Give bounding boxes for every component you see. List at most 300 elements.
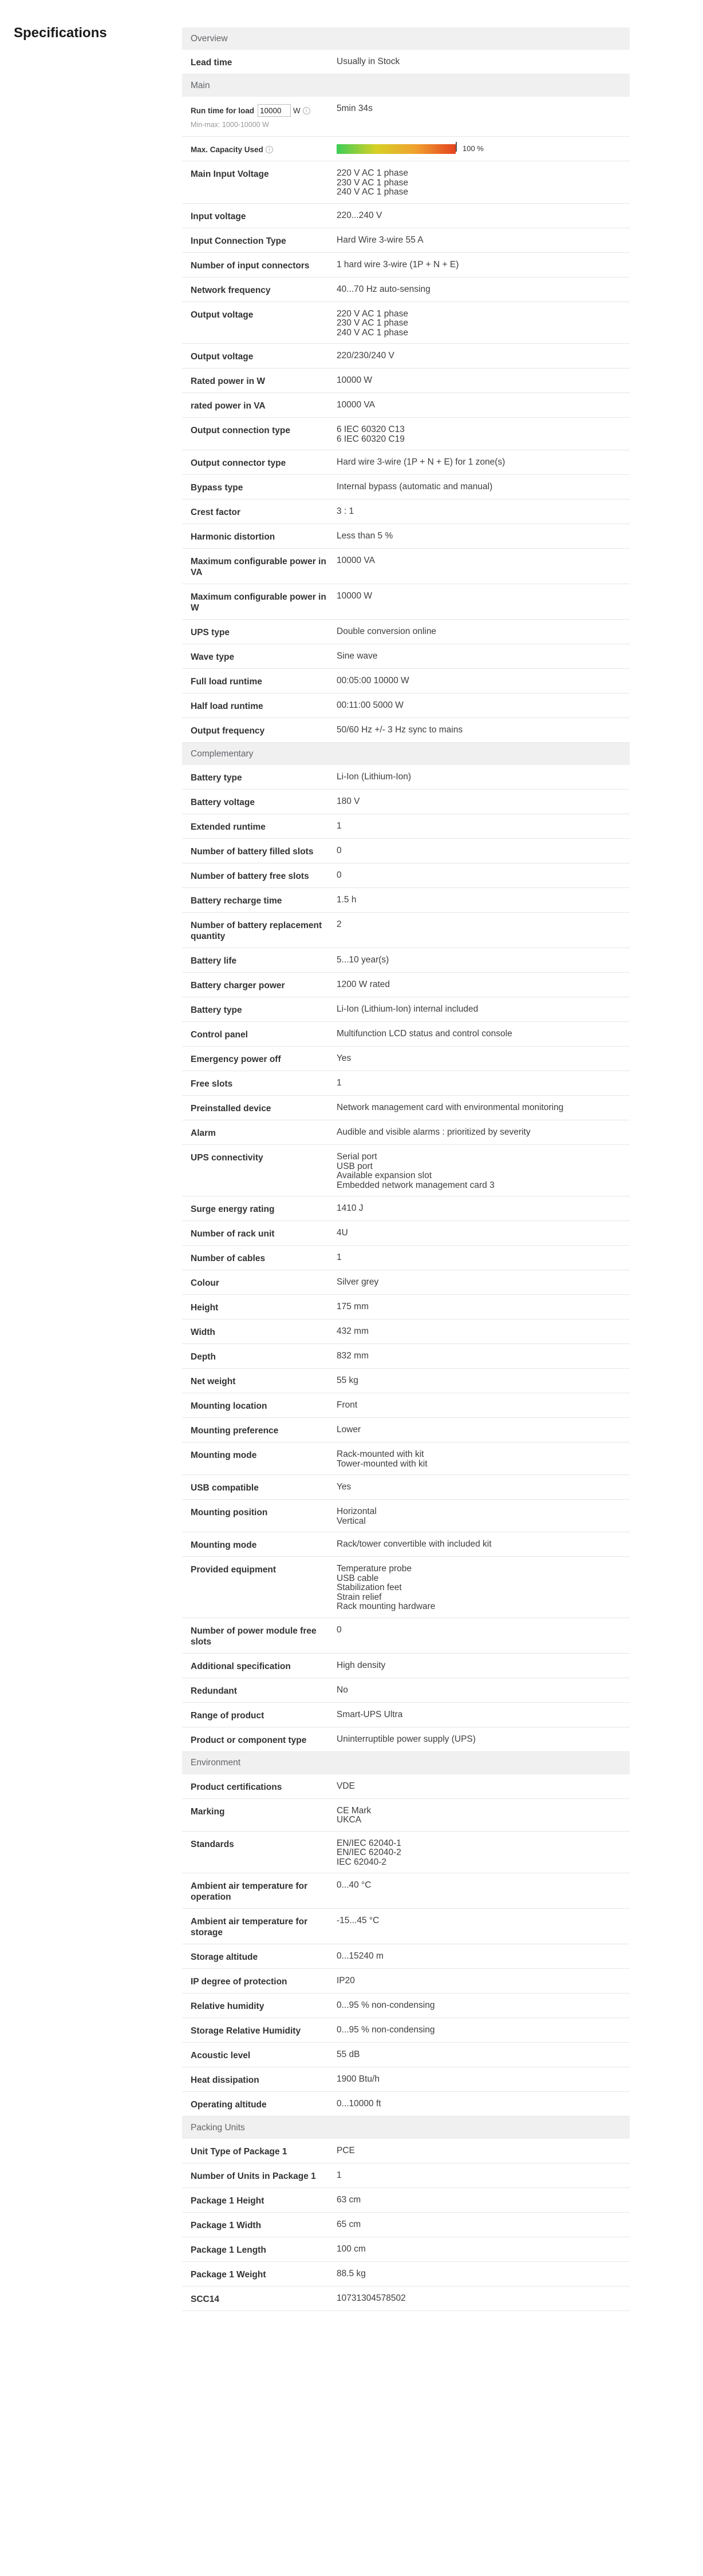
spec-row xyxy=(182,913,630,948)
spec-row xyxy=(182,418,630,450)
spec-value xyxy=(332,1703,630,1727)
spec-value-line: Rack-mounted with kit xyxy=(337,1449,424,1459)
spec-value-line: 10000 VA xyxy=(337,400,375,410)
spec-value-line: Rack mounting hardware xyxy=(337,1602,436,1611)
spec-row xyxy=(182,973,630,997)
spec-value-line: 50/60 Hz +/- 3 Hz sync to mains xyxy=(337,725,463,735)
spec-key: Additional specification xyxy=(191,1661,291,1671)
spec-value xyxy=(332,1393,630,1417)
spec-row xyxy=(182,524,630,549)
spec-value xyxy=(332,1221,630,1245)
spec-value-line: Yes xyxy=(337,1482,352,1492)
spec-row xyxy=(182,204,630,228)
spec-key: Harmonic distortion xyxy=(191,532,275,542)
spec-value-line: 10731304578502 xyxy=(337,2293,406,2303)
spec-value xyxy=(332,1618,630,1653)
spec-row xyxy=(182,2237,630,2262)
spec-row xyxy=(182,1703,630,1727)
spec-row xyxy=(182,718,630,743)
spec-value-line: Strain relief xyxy=(337,1592,382,1602)
spec-key: Provided equipment xyxy=(191,1565,276,1575)
spec-key: Maximum configurable power in VA xyxy=(191,557,326,577)
spec-row xyxy=(182,2092,630,2117)
spec-value xyxy=(332,1418,630,1442)
spec-value-line: 00:05:00 10000 W xyxy=(337,676,409,685)
section-header: Main xyxy=(182,74,630,97)
spec-row xyxy=(182,393,630,418)
load-minmax: Min-max: 1000-10000 W xyxy=(191,121,269,129)
spec-value-line: 220 V AC 1 phase xyxy=(337,168,408,178)
spec-value-line: UKCA xyxy=(337,1815,362,1825)
spec-value xyxy=(332,2018,630,2042)
spec-key: Package 1 Length xyxy=(191,2245,266,2255)
spec-value-line: Available expansion slot xyxy=(337,1171,432,1180)
spec-value-line: 88.5 kg xyxy=(337,2269,366,2278)
spec-key: Bypass type xyxy=(191,483,243,493)
spec-value-line: 55 dB xyxy=(337,2050,360,2059)
spec-value xyxy=(332,368,630,393)
spec-value xyxy=(332,2067,630,2091)
spec-value-line: 4U xyxy=(337,1228,348,1238)
spec-row xyxy=(182,1873,630,1909)
spec-row xyxy=(182,2163,630,2188)
spec-row xyxy=(182,669,630,693)
spec-value-line: Usually in Stock xyxy=(337,57,400,66)
spec-row xyxy=(182,1532,630,1557)
spec-value-line: 10000 W xyxy=(337,591,373,601)
spec-value xyxy=(332,2188,630,2212)
spec-value xyxy=(332,1654,630,1678)
spec-value-line: Lower xyxy=(337,1425,361,1434)
spec-row xyxy=(182,888,630,913)
spec-value-line: Tower-mounted with kit xyxy=(337,1459,428,1469)
spec-key: Output frequency xyxy=(191,726,265,736)
info-icon[interactable]: i xyxy=(303,107,310,114)
spec-value-line: 220/230/240 V xyxy=(337,351,394,360)
spec-value-line: PCE xyxy=(337,2146,355,2155)
spec-value-line: EN/IEC 62040-2 xyxy=(337,1848,401,1857)
spec-row xyxy=(182,2043,630,2067)
spec-value-line: 0...95 % non-condensing xyxy=(337,2000,435,2010)
spec-value xyxy=(332,620,630,644)
section-header: Overview xyxy=(182,27,630,50)
spec-row xyxy=(182,1475,630,1500)
spec-value-line: 175 mm xyxy=(337,1302,369,1311)
spec-key: Ambient air temperature for storage xyxy=(191,1917,308,1937)
spec-value xyxy=(332,450,630,474)
spec-key: Number of battery filled slots xyxy=(191,847,314,857)
spec-value xyxy=(332,344,630,368)
spec-key: Output voltage xyxy=(191,352,254,362)
spec-key: Surge energy rating xyxy=(191,1204,275,1214)
section-header: Complementary xyxy=(182,743,630,765)
spec-value xyxy=(332,2237,630,2261)
spec-value-line: 2 xyxy=(337,920,342,929)
spec-value-line: Stabilization feet xyxy=(337,1583,402,1592)
spec-value xyxy=(332,1295,630,1319)
spec-row xyxy=(182,693,630,718)
spec-value-line: 220 V AC 1 phase xyxy=(337,308,408,319)
spec-value-line: 0...10000 ft xyxy=(337,2099,381,2109)
spec-value xyxy=(332,693,630,718)
spec-value xyxy=(332,1873,630,1908)
spec-row xyxy=(182,549,630,584)
spec-key: Storage altitude xyxy=(191,1952,258,1962)
runtime-result-cell xyxy=(332,97,630,136)
spec-key: Package 1 Height xyxy=(191,2196,264,2206)
spec-key: Mounting mode xyxy=(191,1540,257,1550)
spec-value-line: Audible and visible alarms : prioritized by severity xyxy=(337,1127,531,1137)
spec-value-line: 100 cm xyxy=(337,2244,366,2254)
spec-value-line: USB port xyxy=(337,1161,373,1171)
spec-value xyxy=(332,644,630,668)
spec-row xyxy=(182,1344,630,1369)
spec-row xyxy=(182,1319,630,1344)
spec-value-line: Yes xyxy=(337,1053,352,1063)
spec-key: Redundant xyxy=(191,1686,237,1696)
spec-value xyxy=(332,718,630,742)
capacity-marker xyxy=(456,142,457,152)
spec-value xyxy=(332,524,630,548)
spec-value xyxy=(332,1532,630,1556)
spec-value-line: 10000 VA xyxy=(337,556,375,565)
spec-row xyxy=(182,2213,630,2237)
spec-value xyxy=(332,584,630,619)
specifications-table xyxy=(182,27,630,2311)
spec-value-line: Smart-UPS Ultra xyxy=(337,1709,403,1719)
spec-value-line: 1410 J xyxy=(337,1203,364,1213)
spec-key: Number of Units in Package 1 xyxy=(191,2171,316,2181)
spec-value-line: 10000 W xyxy=(337,375,373,385)
section-header: Packing Units xyxy=(182,2117,630,2139)
spec-value-line: VDE xyxy=(337,1781,355,1791)
spec-key: Input Connection Type xyxy=(191,236,286,246)
spec-row xyxy=(182,1022,630,1047)
spec-value-line: Rack/tower convertible with included kit xyxy=(337,1539,492,1549)
spec-key: Wave type xyxy=(191,652,235,662)
spec-value-line: 1900 Btu/h xyxy=(337,2074,380,2084)
spec-value xyxy=(332,1369,630,1393)
spec-row xyxy=(182,1295,630,1319)
spec-row xyxy=(182,1618,630,1654)
spec-value xyxy=(332,2262,630,2286)
spec-key: Depth xyxy=(191,1352,216,1362)
spec-key: Product certifications xyxy=(191,1782,282,1792)
spec-value-line: Multifunction LCD status and control console xyxy=(337,1029,512,1039)
spec-value-line: 230 V AC 1 phase xyxy=(337,177,408,188)
spec-key: Heat dissipation xyxy=(191,2075,259,2085)
spec-value xyxy=(332,814,630,838)
spec-value xyxy=(332,948,630,972)
capacity-label-line xyxy=(191,144,327,155)
spec-value xyxy=(332,2163,630,2187)
spec-value xyxy=(332,1994,630,2018)
spec-value xyxy=(332,1196,630,1220)
spec-key: Colour xyxy=(191,1278,219,1288)
spec-value-line: 240 V AC 1 phase xyxy=(337,187,408,197)
spec-value xyxy=(332,1120,630,1144)
spec-key: Storage Relative Humidity xyxy=(191,2026,301,2036)
spec-value xyxy=(332,1799,630,1831)
spec-row xyxy=(182,1196,630,1221)
spec-value-line: USB cable xyxy=(337,1573,379,1583)
spec-row xyxy=(182,2139,630,2163)
spec-value-line: 240 V AC 1 phase xyxy=(337,327,408,338)
spec-key: Output voltage xyxy=(191,310,254,320)
spec-key: Preinstalled device xyxy=(191,1104,271,1113)
spec-value-line: 65 cm xyxy=(337,2220,361,2229)
spec-row xyxy=(182,450,630,475)
spec-row xyxy=(182,1969,630,1994)
spec-row xyxy=(182,1994,630,2018)
spec-value xyxy=(332,1071,630,1095)
runtime-label-line xyxy=(191,104,327,117)
spec-key: Number of power module free slots xyxy=(191,1626,317,1647)
spec-key: Mounting mode xyxy=(191,1451,257,1460)
spec-value-line: 180 V xyxy=(337,796,360,806)
spec-key: Lead time xyxy=(191,58,232,68)
spec-row xyxy=(182,500,630,524)
spec-value-line: Silver grey xyxy=(337,1277,379,1287)
spec-value-line: 1200 W rated xyxy=(337,980,390,989)
spec-key: Width xyxy=(191,1327,215,1337)
spec-row xyxy=(182,1221,630,1246)
spec-value-line: 6 IEC 60320 C19 xyxy=(337,434,405,444)
spec-key: Battery recharge time xyxy=(191,896,282,906)
spec-row xyxy=(182,863,630,888)
spec-value xyxy=(332,1557,630,1618)
spec-value xyxy=(332,973,630,997)
spec-value-line: 40...70 Hz auto-sensing xyxy=(337,284,431,294)
spec-value-line: 1 xyxy=(337,821,342,831)
spec-row xyxy=(182,50,630,74)
spec-value-line: EN/IEC 62040-1 xyxy=(337,1838,401,1848)
spec-value-line: 0...95 % non-condensing xyxy=(337,2025,435,2035)
spec-value-line: Embedded network management card 3 xyxy=(337,1180,495,1190)
spec-value xyxy=(332,1344,630,1368)
spec-key: Mounting position xyxy=(191,1508,268,1517)
spec-row xyxy=(182,1047,630,1071)
spec-value xyxy=(332,1909,630,1944)
spec-key: Range of product xyxy=(191,1710,264,1721)
spec-key: Relative humidity xyxy=(191,2002,264,2011)
spec-row xyxy=(182,765,630,790)
spec-value xyxy=(332,228,630,252)
spec-value-line: 00:11:00 5000 W xyxy=(337,700,404,710)
spec-row xyxy=(182,790,630,814)
spec-value-line: Internal bypass (automatic and manual) xyxy=(337,482,493,492)
spec-row xyxy=(182,620,630,644)
spec-key: Package 1 Width xyxy=(191,2221,262,2230)
spec-value-line: Li-Ion (Lithium-Ion) internal included xyxy=(337,1004,479,1014)
spec-key: Battery type xyxy=(191,1005,242,1015)
runtime-result: 5min 34s xyxy=(337,104,373,113)
spec-key: Number of input connectors xyxy=(191,260,310,271)
spec-row xyxy=(182,161,630,204)
spec-value-line: 3 : 1 xyxy=(337,506,354,516)
spec-value-line: Vertical xyxy=(337,1516,366,1526)
spec-row xyxy=(182,302,630,344)
spec-value-line: 0...40 °C xyxy=(337,1880,372,1890)
spec-value-line: 432 mm xyxy=(337,1326,369,1336)
spec-key: Number of rack unit xyxy=(191,1229,275,1239)
spec-row xyxy=(182,1774,630,1799)
spec-value xyxy=(332,765,630,789)
spec-row xyxy=(182,1145,630,1196)
spec-value-line: Hard Wire 3-wire 55 A xyxy=(337,235,424,245)
spec-row xyxy=(182,368,630,393)
spec-key: IP degree of protection xyxy=(191,1977,287,1987)
spec-value-line: IP20 xyxy=(337,1976,355,1985)
spec-value xyxy=(332,1319,630,1344)
spec-value-line: Hard wire 3-wire (1P + N + E) for 1 zone(s) xyxy=(337,457,505,467)
spec-value-line: Temperature probe xyxy=(337,1564,412,1574)
info-icon[interactable]: i xyxy=(266,146,273,153)
capacity-label-cell xyxy=(182,137,332,161)
spec-row xyxy=(182,1246,630,1270)
spec-key: UPS connectivity xyxy=(191,1153,263,1163)
spec-key: Output connector type xyxy=(191,458,286,468)
spec-value-line: 1.5 h xyxy=(337,895,357,905)
spec-key: Network frequency xyxy=(191,285,271,295)
spec-value xyxy=(332,2043,630,2067)
spec-key: Height xyxy=(191,1303,219,1313)
spec-value-line: 1 xyxy=(337,1078,342,1088)
spec-row xyxy=(182,1909,630,1944)
spec-row xyxy=(182,1727,630,1752)
spec-value-line: CE Mark xyxy=(337,1805,372,1816)
runtime-label: Run time for load xyxy=(191,106,254,115)
load-watts-input[interactable] xyxy=(258,104,291,117)
spec-row xyxy=(182,644,630,669)
capacity-bar xyxy=(337,144,456,154)
capacity-label: Max. Capacity Used xyxy=(191,145,263,154)
spec-row xyxy=(182,278,630,302)
spec-value-line: 0...15240 m xyxy=(337,1951,384,1961)
spec-row xyxy=(182,1369,630,1393)
spec-value xyxy=(332,669,630,693)
spec-row xyxy=(182,2067,630,2092)
spec-row xyxy=(182,228,630,253)
spec-value xyxy=(332,1145,630,1196)
capacity-row xyxy=(182,137,630,161)
spec-key: Extended runtime xyxy=(191,822,266,832)
section-header: Environment xyxy=(182,1752,630,1774)
spec-key: UPS type xyxy=(191,628,230,637)
spec-key: Marking xyxy=(191,1806,225,1817)
spec-key: Free slots xyxy=(191,1079,233,1089)
spec-key: Number of battery free slots xyxy=(191,871,309,881)
spec-value xyxy=(332,1475,630,1499)
spec-value-line: 0 xyxy=(337,846,342,855)
spec-value-line: 832 mm xyxy=(337,1351,369,1361)
spec-value xyxy=(332,1246,630,1270)
spec-value-line: No xyxy=(337,1685,348,1695)
spec-row xyxy=(182,1654,630,1678)
spec-value-line: 230 V AC 1 phase xyxy=(337,318,408,328)
spec-row xyxy=(182,2262,630,2286)
spec-value-line: 220...240 V xyxy=(337,210,382,220)
spec-key: Battery type xyxy=(191,773,242,783)
spec-value-line: 1 hard wire 3-wire (1P + N + E) xyxy=(337,259,459,270)
load-unit: W xyxy=(293,106,301,115)
spec-value xyxy=(332,1500,630,1532)
spec-value xyxy=(332,1096,630,1120)
spec-row xyxy=(182,2286,630,2311)
spec-key: Output connection type xyxy=(191,426,290,435)
spec-value-line: Serial port xyxy=(337,1152,377,1162)
spec-value xyxy=(332,1774,630,1798)
spec-value xyxy=(332,1047,630,1071)
spec-key: Package 1 Weight xyxy=(191,2270,266,2280)
spec-key: Ambient air temperature for operation xyxy=(191,1881,308,1902)
spec-key: Full load runtime xyxy=(191,677,262,687)
spec-key: Product or component type xyxy=(191,1735,307,1745)
spec-value xyxy=(332,393,630,417)
spec-row xyxy=(182,1071,630,1096)
spec-value-line: Front xyxy=(337,1400,358,1410)
spec-key: SCC14 xyxy=(191,2294,219,2304)
spec-row xyxy=(182,814,630,839)
spec-value-line: 63 cm xyxy=(337,2195,361,2205)
spec-value xyxy=(332,863,630,887)
spec-value xyxy=(332,500,630,524)
capacity-gauge-cell xyxy=(332,137,630,161)
spec-value xyxy=(332,888,630,912)
spec-value-line: High density xyxy=(337,1660,386,1670)
spec-value-line: 5...10 year(s) xyxy=(337,955,389,965)
spec-value xyxy=(332,161,630,203)
spec-row xyxy=(182,1678,630,1703)
spec-key: Half load runtime xyxy=(191,702,263,711)
spec-row xyxy=(182,839,630,863)
spec-value xyxy=(332,549,630,584)
spec-row xyxy=(182,344,630,368)
spec-row xyxy=(182,2018,630,2043)
spec-value-line: -15...45 °C xyxy=(337,1916,380,1925)
spec-row xyxy=(182,253,630,278)
spec-value xyxy=(332,839,630,863)
spec-key: Input voltage xyxy=(191,211,246,221)
spec-key: Standards xyxy=(191,1839,234,1849)
spec-value xyxy=(332,913,630,948)
spec-key: Number of battery replacement quantity xyxy=(191,921,322,941)
capacity-percent: 100 % xyxy=(463,144,484,153)
spec-key: Net weight xyxy=(191,1377,236,1386)
spec-value-line: 1 xyxy=(337,2170,342,2180)
spec-value xyxy=(332,790,630,814)
runtime-calculator-label-cell xyxy=(182,97,332,136)
spec-key: USB compatible xyxy=(191,1483,259,1493)
spec-value xyxy=(332,253,630,277)
spec-key: Unit Type of Package 1 xyxy=(191,2147,287,2157)
spec-row xyxy=(182,997,630,1022)
spec-value xyxy=(332,50,630,74)
spec-value-line: Double conversion online xyxy=(337,627,437,636)
runtime-calculator-row xyxy=(182,97,630,137)
spec-row xyxy=(182,1442,630,1475)
spec-key: Rated power in W xyxy=(191,377,266,386)
spec-value-line: Horizontal xyxy=(337,1507,377,1516)
spec-value xyxy=(332,204,630,228)
spec-value xyxy=(332,1022,630,1046)
capacity-gauge xyxy=(337,144,625,154)
spec-value xyxy=(332,1944,630,1968)
spec-key: Number of cables xyxy=(191,1254,266,1263)
spec-row xyxy=(182,1500,630,1532)
spec-row xyxy=(182,1799,630,1832)
spec-value-line: 0 xyxy=(337,870,342,880)
